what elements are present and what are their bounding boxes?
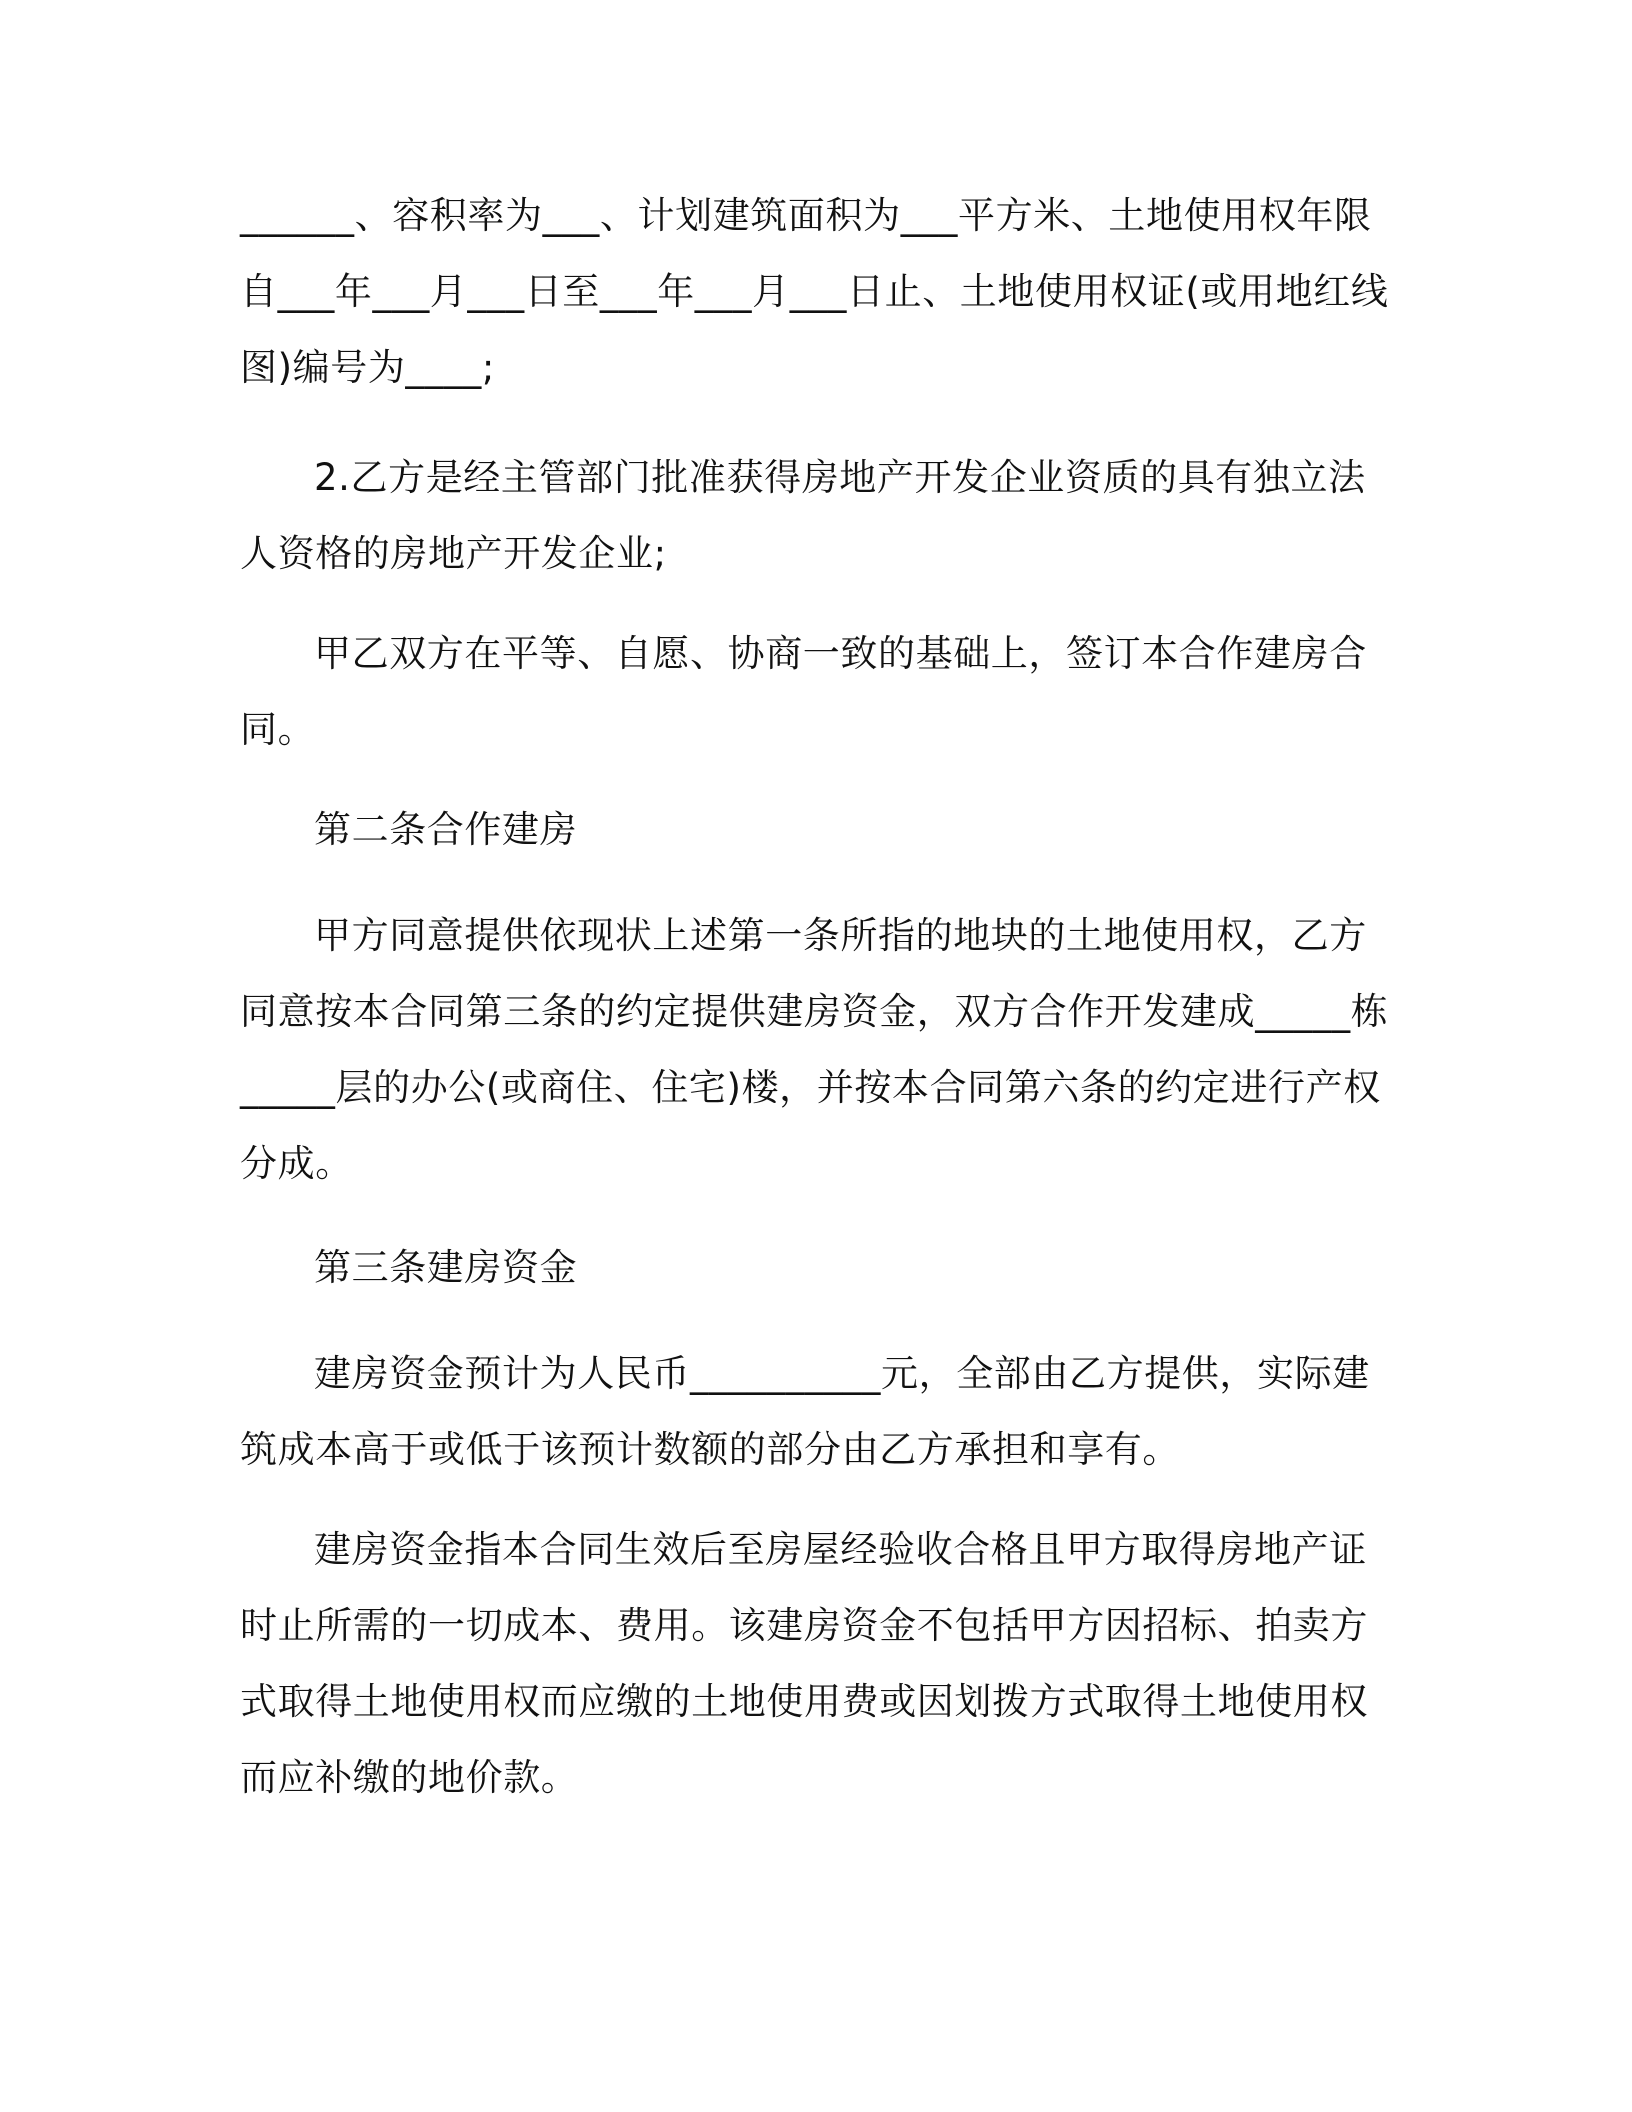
paragraph-land-use-details: ______、容积率为___、计划建筑面积为___平方米、土地使用权年限自___年___月___日至___年___月___日止、土地使用权证(或用地红线图)编号为____;	[240, 194, 1389, 389]
heading-article-2: 第二条合作建房	[314, 808, 578, 851]
heading-article-3: 第三条建房资金	[314, 1246, 578, 1289]
paragraph-cooperative-construction: 甲方同意提供依现状上述第一条所指的地块的土地使用权，乙方同意按本合同第三条的约定提供建房资金，双方合作开发建成_____栋_____层的办公(或商住、住宅)楼，并按本合同第六条的约定进行产权分成。	[240, 914, 1389, 1185]
paragraph-agreement-basis: 甲乙双方在平等、自愿、协商一致的基础上，签订本合作建房合同。	[240, 632, 1367, 751]
paragraph-party-b-qualification: 2.乙方是经主管部门批准获得房地产开发企业资质的具有独立法人资格的房地产开发企业;	[240, 456, 1366, 575]
paragraph-construction-funds: 建房资金预计为人民币__________元，全部由乙方提供，实际建筑成本高于或低于该预计数额的部分由乙方承担和享有。	[240, 1352, 1370, 1471]
paragraph-funds-definition: 建房资金指本合同生效后至房屋经验收合格且甲方取得房地产证时止所需的一切成本、费用。该建房资金不包括甲方因招标、拍卖方式取得土地使用权而应缴的土地使用费或因划拨方式取得土地使用权而应补缴的地价款。	[240, 1528, 1368, 1799]
